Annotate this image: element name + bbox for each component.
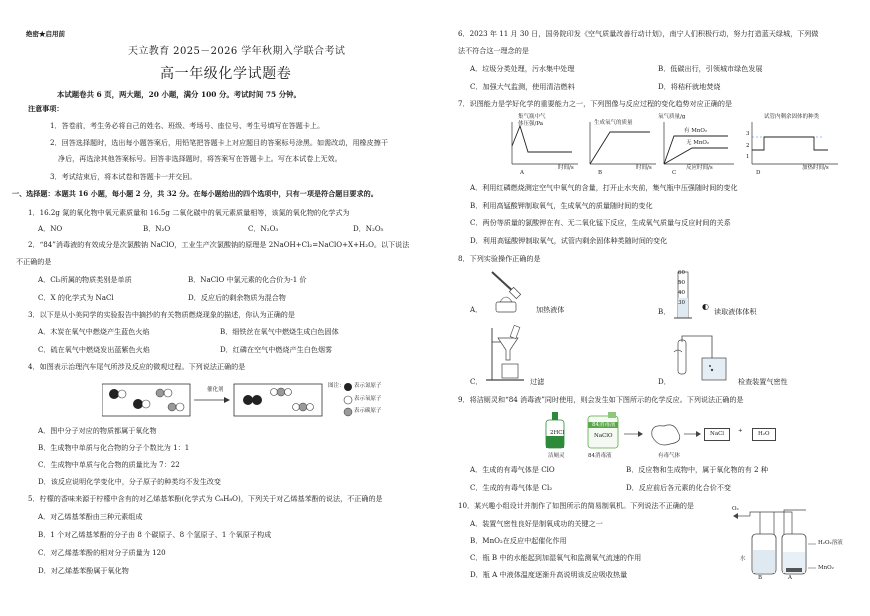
q10-option-b[interactable]: B．MnO₂在反应中起催化作用: [470, 536, 567, 545]
q8-option-c-text: 过滤: [530, 377, 545, 386]
q2-option-b[interactable]: B．NaClO 中氯元素的化合价为-1 价: [188, 275, 307, 284]
q7-graph-b-ylabel: 生成氧气的质量: [594, 120, 633, 126]
q4-stem: 4．如图表示治理汽车尾气所涉及反应的微观过程。下列说法正确的是: [28, 362, 246, 371]
q7-option-c[interactable]: C．两份等质量的氯酸钾在有、无二氧化锰下反应，生成氧气质量与反应时间的关系: [470, 218, 731, 227]
q9-bottle2-title: 84消毒液: [592, 422, 616, 428]
q9-option-c[interactable]: C．生成的有毒气体是 Cl₂: [470, 483, 553, 492]
note-2b: 净后，再选涂其他答案标号。回答非选择题时，将答案写在答题卡上。写在本试卷上无效。: [58, 154, 342, 163]
q9-plus-sign: +: [738, 428, 743, 434]
q1-option-c[interactable]: C．N₂O₃: [248, 224, 279, 233]
q4-legend: [344, 383, 352, 416]
q10-option-d[interactable]: D．瓶 A 中液体温度逐渐升高说明该反应吸收热量: [470, 570, 628, 579]
q6-option-a[interactable]: A．垃圾分类处理，污水集中处理: [470, 64, 575, 73]
q8-airtightness-diagram: [672, 334, 732, 386]
q7-graph-a-xlabel: 时间/s: [558, 165, 574, 171]
q7-graph-c-ylabel: 氧气质量/g: [658, 114, 686, 120]
q7-graph-b-curve: [590, 132, 650, 164]
q7-option-a[interactable]: A．利用红磷燃烧测定空气中氧气的含量，打开止水夹前，集气瓶中压强随时间的变化: [470, 183, 738, 192]
q8-cylinder-tick-50: 50: [678, 280, 685, 286]
q10-mno2-label: MnO₂: [818, 565, 834, 571]
q9-gas-cloud: [622, 420, 702, 450]
secret-mark: 绝密★启用前: [26, 30, 65, 38]
exam-title: 天立教育 2025－2026 学年秋期入学联合考试: [128, 46, 346, 57]
q10-h2o2-label: H₂O₂溶液: [818, 540, 843, 546]
q2-option-c[interactable]: C．X 的化学式为 NaCl: [38, 293, 114, 302]
q7-graph-d-curve: [752, 137, 828, 150]
q7-graph-c-label-with: 有 MnO₂: [684, 128, 708, 134]
q5-option-a[interactable]: A．对乙烯基苯酚由三种元素组成: [38, 512, 143, 521]
q4-legend-title: 图注：: [328, 383, 345, 389]
q10-o2-label: O₂: [732, 506, 739, 512]
q7-graph-a-letter: A: [520, 170, 524, 176]
q10-water-label: 水: [740, 556, 746, 562]
q7-graph-c-label-without: 无 MnO₂: [686, 140, 710, 146]
q7-graph-b-xlabel: 时间/s: [636, 165, 652, 171]
q10-bottle-b-label: B: [758, 575, 763, 581]
q8-filtration-diagram: [484, 324, 528, 384]
q3-option-b[interactable]: B．细铁丝在氧气中燃烧生成白色固体: [220, 327, 339, 336]
q2-option-a[interactable]: A．Cl₂所属的物质类别是单质: [38, 275, 132, 284]
section-1-heading: 一、选择题：本题共 16 小题，每小题 2 分，共 32 分。在每小题给出的四个选项中，只有一项是符合题目要求的。: [12, 189, 378, 198]
q4-legend-oxygen: 表示氧原子: [354, 396, 382, 402]
q1-option-a[interactable]: A．NO: [38, 224, 63, 233]
q7-graph-d-tick-3: 3: [746, 131, 750, 137]
q5-option-d[interactable]: D．对乙烯基苯酚属于氧化物: [38, 566, 129, 575]
notes-heading: 注意事项：: [28, 104, 64, 113]
q3-option-d[interactable]: D．红磷在空气中燃烧产生白色烟雾: [220, 345, 333, 354]
q6-option-d[interactable]: D．将秸秆就地焚烧: [658, 82, 721, 91]
q8-option-a-label[interactable]: A．: [470, 305, 483, 314]
note-2a: 2．回答选择题时，选出每小题答案后，用铅笔把答题卡上对应题目的答案标号涂黑。如需改动，用橡皮擦干: [50, 138, 388, 147]
q7-graph-a-ylabel-1: 集气瓶中气: [518, 114, 546, 120]
q7-option-b[interactable]: B．利用高锰酸钾制取氧气，生成氧气的质量随时间的变化: [470, 201, 653, 210]
q9-option-b[interactable]: B．反应物和生成物中，属于氧化物的有 2 种: [626, 465, 768, 474]
right-column: [446, 0, 864, 616]
q7-graph-d-ylabel: 试管内剩余固体的种类: [764, 114, 820, 120]
q8-heating-diagram: [486, 268, 530, 318]
q10-bottle-a-label: A: [788, 575, 792, 581]
q1-option-d[interactable]: D．N₂O₅: [353, 224, 384, 233]
q9-gas-name: 有毒气体: [658, 453, 681, 459]
paper-info: 本试题卷共 6 页，两大题，20 小题，满分 100 分。考试时间 75 分钟。: [57, 90, 301, 99]
q4-legend-nitrogen: 表示氮原子: [354, 383, 382, 389]
q4-option-b[interactable]: B．生成物中单质与化合物的分子个数比为 1：1: [38, 443, 190, 452]
q3-option-c[interactable]: C．硫在氧气中燃烧发出蓝紫色火焰: [38, 345, 150, 354]
q4-legend-carbon: 表示碳原子: [354, 408, 382, 414]
q4-option-c[interactable]: C．生成物中单质与化合物的质量比为 7：22: [38, 460, 180, 469]
q4-option-a[interactable]: A．图中分子对应的物质都属于氧化物: [38, 426, 157, 435]
q5-stem: 5．柠檬的香味来源于柠檬中含有的对乙烯基苯酚(化学式为 C₈H₈O)，下列关于对乙烯基苯酚的说法，不正确的是: [28, 494, 383, 503]
q1-option-b[interactable]: B．N₂O: [143, 224, 171, 233]
q2-stem-1: 2．“84”消毒液的有效成分是次氯酸钠 NaClO，工业生产次氯酸钠的原理是 2NaOH+Cl₂=NaClO+X+H₂O。以下说法: [28, 240, 410, 249]
q10-option-c[interactable]: C．瓶 B 中的水能起到加湿氧气和监测氧气流速的作用: [470, 553, 642, 562]
q8-cylinder-tick-60: 60: [678, 270, 685, 276]
q7-graph-a-curve: [512, 126, 572, 152]
q8-option-c-label[interactable]: C．: [470, 377, 483, 386]
note-1: 1．答卷前，考生务必将自己的姓名、班级、考场号、座位号、考生号填写在答题卡上。: [50, 121, 325, 130]
q9-bleach-bottle: [584, 412, 624, 450]
q8-stem: 8．下列实验操作正确的是: [458, 254, 541, 263]
q4-catalyst-label: 催化剂: [207, 387, 224, 393]
q2-option-d[interactable]: D．反应后的剩余物质为混合物: [188, 293, 286, 302]
q7-graph-d-tick-1: 1: [746, 154, 750, 160]
q3-option-a[interactable]: A．木炭在氧气中燃烧产生蓝色火焰: [38, 327, 150, 336]
q6-option-b[interactable]: B．低碳出行，引领城市绿色发展: [658, 64, 763, 73]
q9-bottle2-name: 84消毒液: [588, 453, 612, 459]
q9-option-a[interactable]: A．生成的有毒气体是 ClO: [470, 465, 555, 474]
q3-stem: 3．以下是从小美同学的实验报告中摘抄的有关物质燃烧现象的描述，你认为正确的是: [28, 310, 295, 319]
q9-bottle2-formula: NaClO: [594, 433, 613, 439]
q4-option-d[interactable]: D．该反应说明化学变化中，分子原子的种类均不发生改变: [38, 477, 222, 486]
q7-graph-b-letter: B: [598, 170, 603, 176]
q8-cylinder-tick-30: 30: [678, 300, 685, 306]
q9-bottle1-name: 洁厕灵: [548, 453, 565, 459]
q7-graph-c-letter: C: [672, 170, 677, 176]
q7-graph-c-xlabel: 反应时间/s: [686, 165, 713, 171]
q8-option-d-text: 检查装置气密性: [738, 377, 788, 386]
q5-option-b[interactable]: B．1 个对乙烯基苯酚的分子由 8 个碳原子、8 个氢原子、1 个氧原子构成: [38, 530, 272, 539]
q9-product-nacl: NaCl: [704, 428, 730, 441]
left-column: [10, 0, 434, 616]
q7-graph-d-tick-2: 2: [746, 143, 750, 149]
q5-option-c[interactable]: C．对乙烯基苯酚的相对分子质量为 120: [38, 548, 166, 557]
q8-option-b-label[interactable]: B．: [658, 307, 671, 316]
q7-stem: 7．识图能力是学好化学的重要能力之一，下列图像与反应过程的变化趋势对应正确的是: [458, 99, 733, 108]
q7-graph-a-ylabel-2: 体压强/Pa: [518, 121, 544, 127]
q6-stem-2: 法不符合这一理念的是: [458, 46, 529, 55]
q8-option-b-text: 读取液体体积: [714, 307, 757, 316]
q9-bottle1-formula: 2HCl: [550, 430, 565, 436]
q7-graph-d-xlabel: 加热时间/s: [802, 165, 829, 171]
q10-stem: 10．某兴趣小组设计并制作了如图所示的简易制氧机。下列说法不正确的是: [458, 501, 695, 510]
q7-option-d[interactable]: D．利用高锰酸钾制取氧气，试管内剩余固体种类随时间的变化: [470, 236, 668, 245]
q8-cylinder-tick-40: 40: [678, 290, 685, 296]
eye-icon: ◐: [702, 302, 709, 311]
q9-stem: 9．将洁厕灵和“84 消毒液”同时使用，则会发生如下图所示的化学反应。下列说法正确的是: [458, 395, 744, 404]
q6-option-c[interactable]: C．加强大气监测，使用清洁燃料: [470, 82, 575, 91]
note-3: 3．考试结束后，将本试卷和答题卡一并交回。: [50, 172, 197, 181]
q2-stem-2: 不正确的是: [16, 257, 52, 266]
q8-option-a-text: 加热液体: [536, 305, 565, 314]
q9-option-d[interactable]: D．反应前后各元素的化合价不变: [626, 483, 731, 492]
q10-option-a[interactable]: A．装置气密性良好是制氧成功的关键之一: [470, 519, 603, 528]
q8-option-d-label[interactable]: D．: [658, 377, 671, 386]
q9-product-water: H₂O: [752, 428, 776, 441]
q1-stem: 1．16.2g 氮的氧化物中氧元素质量和 16.5g 二氧化碳中的氧元素质量相等，该氮的氧化物的化学式为: [28, 208, 350, 217]
q7-graph-c-curve-without: [664, 148, 728, 164]
paper-title: 高一年级化学试题卷: [160, 66, 292, 82]
q6-stem-1: 6．2023 年 11 月 30 日，国务院印发《空气质量改善行动计划》，南宁人们积极行动，努力打造蓝天绿城，下列做: [458, 29, 819, 38]
q7-graph-d-letter: D: [756, 170, 761, 176]
